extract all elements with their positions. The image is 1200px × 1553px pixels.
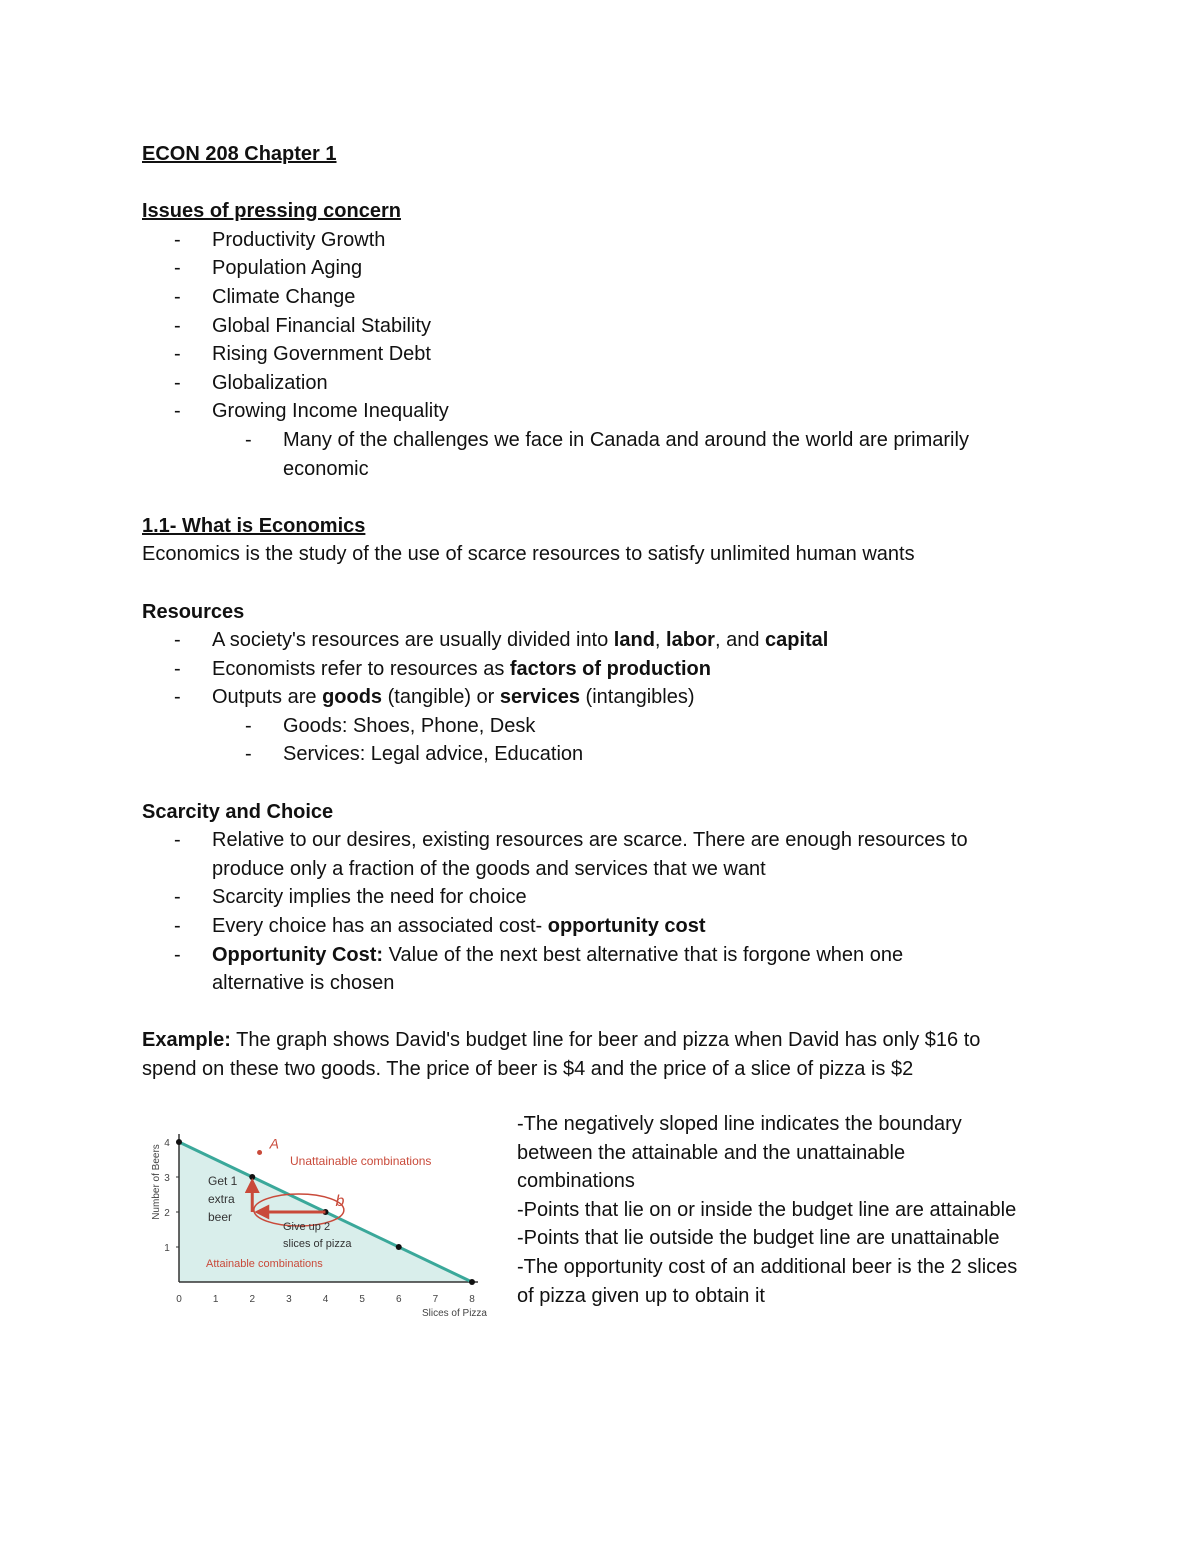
y-tick-label: 3 — [164, 1173, 170, 1184]
list-item: - A society's resources are usually divided into land, labor, and capital — [142, 626, 1082, 655]
get-extra-beer-label: Get 1 — [208, 1174, 238, 1188]
list-item: - Global Financial Stability — [142, 312, 1082, 341]
note-line: -The negatively sloped line indicates the boundary — [517, 1113, 962, 1135]
list-item: - Productivity Growth — [142, 226, 1082, 255]
budget-point — [396, 1244, 402, 1250]
unattainable-label: Unattainable combinations — [290, 1154, 432, 1168]
get-extra-beer-label: beer — [208, 1210, 233, 1224]
resources-list — [142, 626, 1082, 712]
y-tick-label: 2 — [164, 1208, 170, 1219]
issues-heading: Issues of pressing concern — [142, 200, 401, 223]
list-item: - Relative to our desires, existing resources are scarce. There are enough resources to produce only a fraction of the goods and services that we want — [142, 826, 1082, 883]
x-tick-label: 5 — [359, 1294, 365, 1305]
list-item: - Scarcity implies the need for choice — [142, 883, 1082, 912]
x-tick-label: 6 — [395, 1294, 402, 1305]
resources-heading: Resources — [142, 600, 245, 623]
budget-point — [469, 1279, 475, 1285]
figure-notes — [517, 1110, 1077, 1310]
give-up-label: slices of pizza — [283, 1238, 352, 1250]
list-item: - Economists refer to resources as factors of production — [142, 655, 1082, 684]
example-figure — [142, 1110, 1082, 1330]
note-line: -Points that lie on or inside the budget line are attainable — [517, 1198, 1017, 1221]
list-item: - Many of the challenges we face in Canada and around the world are primarily economic — [142, 426, 1082, 483]
issues-sublist — [142, 426, 1082, 483]
attainable-label: Attainable combinations — [206, 1258, 323, 1270]
give-up-label: Give up 2 — [283, 1221, 331, 1233]
list-item: - Services: Legal advice, Education — [142, 740, 1082, 769]
point-a-label: A — [269, 1135, 279, 1152]
list-item: - Every choice has an associated cost- opportunity cost — [142, 912, 1082, 941]
budget-point — [176, 1139, 182, 1145]
x-tick-label: 0 — [176, 1294, 182, 1305]
list-item: - Growing Income Inequality — [142, 397, 1082, 426]
list-item: - Opportunity Cost: Value of the next best alternative that is forgone when one alternative is chosen — [142, 941, 1082, 998]
issues-list — [142, 226, 1082, 426]
note-line: of pizza given up to obtain it — [517, 1284, 765, 1307]
document-title: ECON 208 Chapter 1 — [142, 143, 337, 165]
get-extra-beer-label: extra — [208, 1192, 235, 1206]
note-line: -Points that lie outside the budget line are unattainable — [517, 1227, 1000, 1250]
scarcity-heading: Scarcity and Choice — [142, 800, 334, 823]
list-item: - Rising Government Debt — [142, 340, 1082, 369]
list-item: - Outputs are goods (tangible) or services (intangibles) — [142, 683, 1082, 712]
list-item: - Goods: Shoes, Phone, Desk — [142, 712, 1082, 741]
scarcity-list — [142, 826, 1082, 998]
x-tick-label: 2 — [249, 1294, 256, 1305]
list-item: - Globalization — [142, 369, 1082, 398]
resources-sublist — [142, 712, 1082, 769]
y-tick-labels — [164, 1138, 179, 1254]
y-axis-label: Number of Beers — [151, 1144, 162, 1220]
x-tick-label: 7 — [432, 1294, 439, 1305]
example-paragraph: Example: The graph shows David's budget line for beer and pizza when David has only $16 to spend on these two goods. The price of beer is $4 and the price of a slice of pizza is $2 — [142, 1029, 981, 1080]
budget-point — [249, 1174, 255, 1180]
point-b-label: b — [335, 1193, 345, 1210]
x-tick-label: 3 — [286, 1294, 292, 1305]
budget-line-chart — [142, 1110, 492, 1325]
note-line: -The opportunity cost of an additional beer is the 2 slices — [517, 1255, 1018, 1278]
x-tick-label: 4 — [322, 1294, 329, 1305]
note-line: between the attainable and the unattainable — [517, 1141, 906, 1164]
y-tick-label: 1 — [164, 1243, 170, 1254]
what-is-heading: 1.1- What is Economics — [142, 514, 366, 537]
definition-text: Economics is the study of the use of scarce resources to satisfy unlimited human wants — [142, 543, 915, 566]
y-tick-label: 4 — [164, 1138, 170, 1149]
point-a — [257, 1150, 262, 1155]
x-tick-label: 1 — [212, 1294, 219, 1305]
x-tick-label: 8 — [469, 1294, 475, 1305]
list-item: - Climate Change — [142, 283, 1082, 312]
list-item: - Population Aging — [142, 254, 1082, 283]
x-tick-labels — [176, 1294, 475, 1305]
note-line: combinations — [517, 1170, 635, 1193]
document-page — [142, 140, 1082, 1084]
x-axis-label: Slices of Pizza — [421, 1308, 487, 1319]
